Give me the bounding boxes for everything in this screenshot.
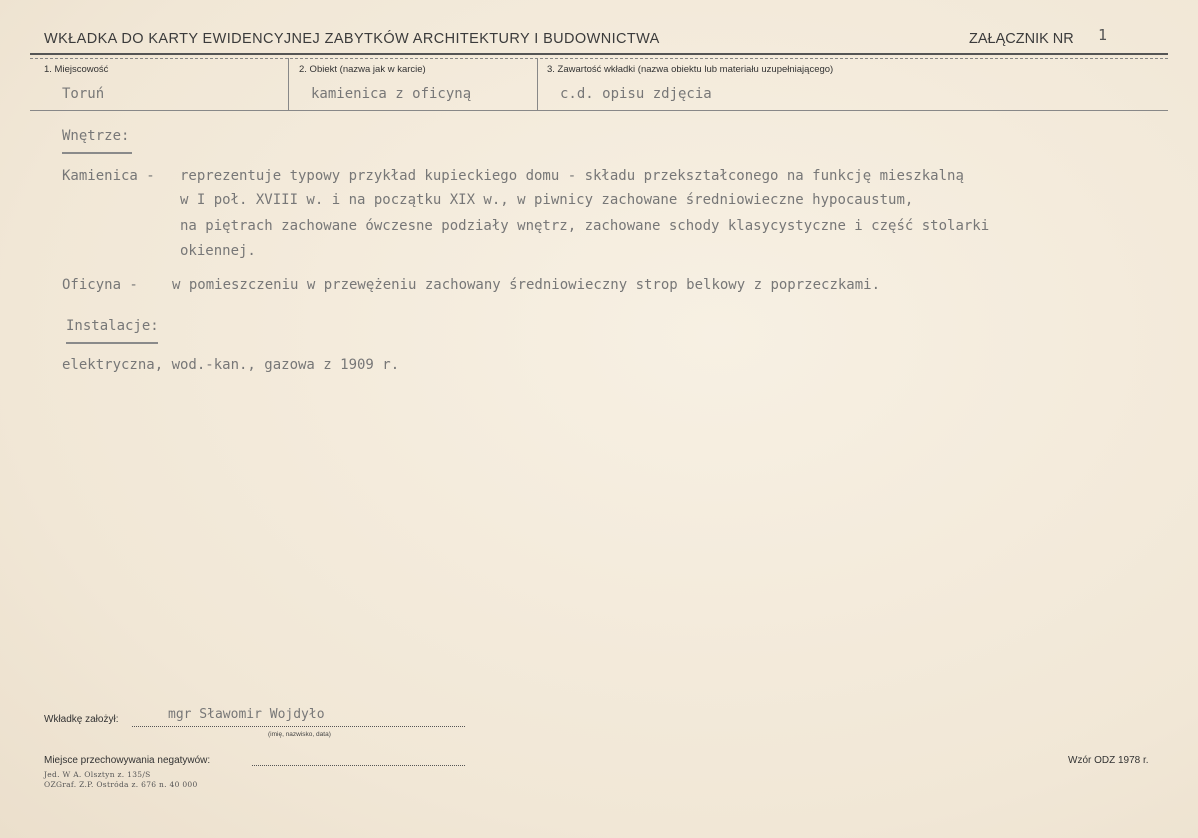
print-info-line: Jed. W A. Olsztyn z. 135/S (44, 770, 151, 779)
tenement-line: na piętrach zachowane ówczesne podziały wnętrz, zachowane schody klasycystyczne i część stolarki (180, 218, 990, 234)
header-rule (30, 53, 1168, 55)
author-note: (imię, nazwisko, data) (268, 731, 331, 738)
locality-value: Toruń (62, 86, 105, 102)
object-value: kamienica z oficyną (311, 86, 472, 102)
locality-label: 1. Miejscowość (44, 64, 109, 75)
field-divider (288, 58, 289, 110)
negatives-label: Miejsce przechowywania negatywów: (44, 755, 211, 766)
installations-text: elektryczna, wod.-kan., gazowa z 1909 r. (62, 357, 400, 373)
installations-heading-underline (66, 342, 158, 344)
annex-prefix: Oficyna - (62, 277, 138, 293)
annex-number: 1 (1098, 26, 1108, 44)
author-value: mgr Sławomir Wojdyło (168, 707, 325, 722)
fields-rule (30, 110, 1168, 111)
interior-heading-underline (62, 152, 132, 154)
form-title: WKŁADKA DO KARTY EWIDENCYJNEJ ZABYTKÓW ARCHITEKTURY I BUDOWNICTWA (44, 31, 660, 47)
interior-heading: Wnętrze: (62, 128, 130, 144)
form-model: Wzór ODZ 1978 r. (1068, 755, 1149, 766)
installations-heading: Instalacje: (66, 318, 159, 334)
tenement-line: okiennej. (180, 243, 256, 259)
annex-label: ZAŁĄCZNIK NR (969, 31, 1074, 47)
object-label: 2. Obiekt (nazwa jak w karcie) (299, 64, 426, 75)
negatives-dotted-line (252, 765, 465, 766)
field-divider (537, 58, 538, 110)
header-rule-secondary (30, 58, 1168, 59)
content-label: 3. Zawartość wkładki (nazwa obiektu lub materiału uzupełniającego) (547, 64, 834, 75)
content-value: c.d. opisu zdjęcia (560, 86, 712, 102)
author-label: Wkładkę założył: (44, 714, 119, 725)
tenement-prefix: Kamienica - (62, 168, 155, 184)
annex-text: w pomieszczeniu w przewężeniu zachowany średniowieczny strop belkowy z poprzeczkami. (172, 277, 881, 293)
author-dotted-line (132, 726, 465, 727)
tenement-line: reprezentuje typowy przykład kupieckiego domu - składu przekształconego na funkcję mieszkalną (180, 168, 964, 184)
print-info-line: OZGraf. Z.P. Ostróda z. 676 n. 40 000 (44, 780, 198, 789)
tenement-line: w I poł. XVIII w. i na początku XIX w., w piwnicy zachowane średniowieczne hypocaustum, (180, 192, 914, 208)
